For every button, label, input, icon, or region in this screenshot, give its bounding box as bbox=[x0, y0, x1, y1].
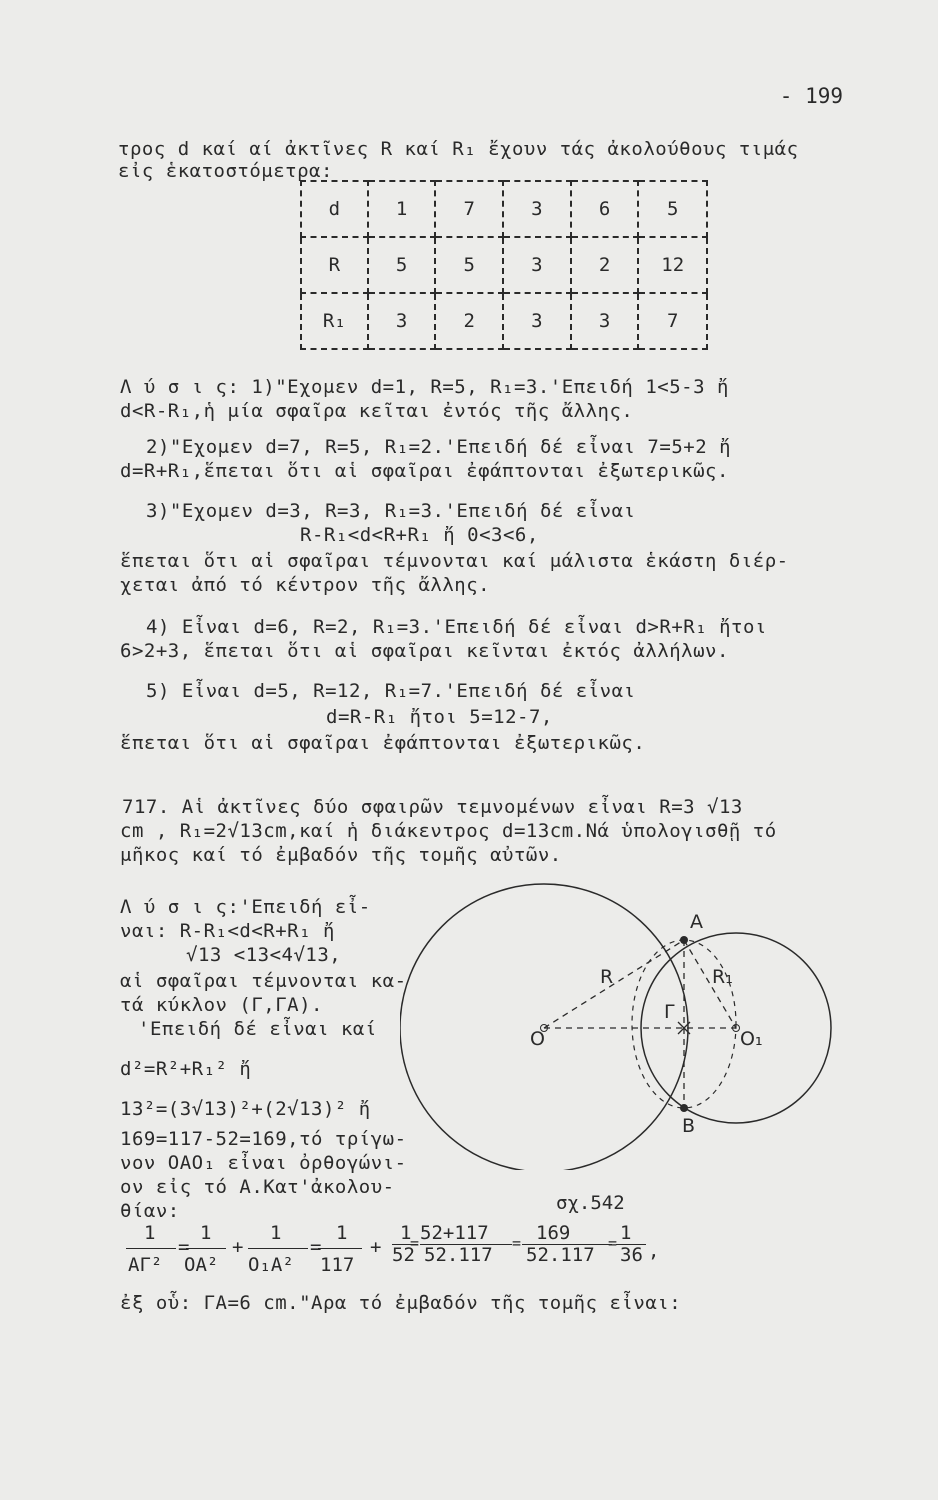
formula-denominator: 36 bbox=[620, 1244, 643, 1266]
fraction-bar bbox=[186, 1248, 226, 1249]
formula-numerator: 1 bbox=[144, 1222, 156, 1244]
formula-numerator: 1 bbox=[270, 1222, 282, 1244]
table-cell: d bbox=[301, 181, 368, 237]
solution-line: 3)"Εχομεν d=3, R=3, R₁=3.'Επειδή δέ εἶναι bbox=[146, 500, 636, 522]
table-cell: 5 bbox=[638, 181, 707, 237]
fraction-bar bbox=[126, 1248, 176, 1249]
solution-line: ἕπεται ὅτι αἱ σφαῖραι τέμνονται καί μάλιστα ἑκάστη διέρ- bbox=[120, 550, 789, 572]
formula-operator: = bbox=[608, 1234, 618, 1252]
formula-numerator: 1 bbox=[200, 1222, 212, 1244]
fraction-bar bbox=[318, 1248, 362, 1249]
label-R1: R₁ bbox=[712, 966, 733, 988]
table-row-d bbox=[301, 181, 707, 237]
formula-operator: = bbox=[310, 1236, 322, 1258]
table-row-R1 bbox=[301, 293, 707, 349]
table-cell: 3 bbox=[368, 293, 436, 349]
left-column-line: αἱ σφαῖραι τέμνονται κα- bbox=[120, 970, 407, 992]
point-A bbox=[680, 936, 688, 944]
intro-line-1: τρος d καί αί ἀκτῖνες R καί R₁ ἔχουν τάς ἀκολούθους τιμάς bbox=[118, 138, 799, 160]
solution-line: R-R₁<d<R+R₁ ἤ 0<3<6, bbox=[300, 524, 539, 546]
left-column-line: 'Επειδή δέ εἶναι καί bbox=[138, 1018, 377, 1040]
table-cell: R bbox=[301, 237, 368, 293]
figure-caption: σχ.542 bbox=[556, 1192, 625, 1214]
left-column-line: √13 <13<4√13, bbox=[186, 944, 342, 966]
formula-denominator: ΑΓ² bbox=[128, 1254, 163, 1276]
label-A: A bbox=[690, 911, 703, 933]
table-cell: 1 bbox=[368, 181, 436, 237]
intersecting-spheres-figure bbox=[400, 880, 840, 1170]
solution-line: ἕπεται ὅτι αἱ σφαῖραι ἐφάπτονται ἐξωτερικῶς. bbox=[120, 732, 646, 754]
table-cell: 7 bbox=[435, 181, 503, 237]
formula-numerator: 169 bbox=[536, 1222, 571, 1244]
solution-line: Λ ύ σ ι ς: 1)"Εχομεν d=1, R=5, R₁=3.'Επειδή 1<5-3 ἤ bbox=[120, 376, 729, 398]
table-cell: 2 bbox=[571, 237, 639, 293]
problem-line: cm , R₁=2√13cm,καί ἡ διάκεντρος d=13cm.Νά ὑπολογισθῇ τό bbox=[120, 820, 777, 842]
table-cell: R₁ bbox=[301, 293, 368, 349]
table-row-R bbox=[301, 237, 707, 293]
fraction-bar bbox=[248, 1248, 308, 1249]
label-B: B bbox=[682, 1115, 696, 1137]
formula-operator: = bbox=[178, 1236, 190, 1258]
large-circle bbox=[400, 884, 688, 1170]
problem-line: 717. Αἱ ἀκτῖνες δύο σφαιρῶν τεμνομένων εἶναι R=3 √13 bbox=[122, 796, 743, 818]
solution-line: 4) Εἶναι d=6, R=2, R₁=3.'Επειδή δέ εἶναι d>R+R₁ ἤτοι bbox=[146, 616, 767, 638]
solution-line: d<R-R₁,ἡ μία σφαῖρα κεῖται ἐντός τῆς ἄλλης. bbox=[120, 400, 634, 422]
formula-numerator: 1 bbox=[400, 1222, 412, 1244]
table-cell: 5 bbox=[368, 237, 436, 293]
final-line: ἐξ οὗ: ΓΑ=6 cm."Αρα τό ἐμβαδόν τῆς τομῆς εἶναι: bbox=[120, 1292, 682, 1314]
left-column-line: θίαν: bbox=[120, 1200, 180, 1222]
left-column-line: 169=117-52=169,τό τρίγω- bbox=[120, 1128, 407, 1150]
point-B bbox=[680, 1104, 688, 1112]
left-column-line: Λ ύ σ ι ς:'Επειδή εἶ- bbox=[120, 896, 371, 918]
left-column-line: ον εἰς τό Α.Κατ'ἀκολου- bbox=[120, 1176, 395, 1198]
formula-operator: = bbox=[512, 1234, 522, 1252]
table-cell: 3 bbox=[503, 181, 571, 237]
table-cell: 3 bbox=[503, 293, 571, 349]
page-number: - 199 bbox=[779, 84, 843, 108]
solution-line: 2)"Εχομεν d=7, R=5, R₁=2.'Επειδή δέ εἶναι 7=5+2 ἤ bbox=[146, 436, 732, 458]
formula-operator: , bbox=[648, 1240, 660, 1262]
radius-R bbox=[544, 940, 684, 1028]
formula-numerator: 52+117 bbox=[420, 1222, 489, 1244]
table-cell: 12 bbox=[638, 237, 707, 293]
formula-denominator: 117 bbox=[320, 1254, 355, 1276]
formula-operator: = bbox=[410, 1234, 420, 1252]
left-column-line: τά κύκλον (Γ,ΓΑ). bbox=[120, 994, 323, 1016]
problem-line: μῆκος καί τό ἐμβαδόν τῆς τομῆς αὐτῶν. bbox=[120, 844, 562, 866]
left-column-line: d²=R²+R₁² ἤ bbox=[120, 1058, 252, 1080]
formula-denominator: 52 bbox=[392, 1244, 415, 1266]
left-column-line: ναι: R-R₁<d<R+R₁ ἤ bbox=[120, 920, 335, 942]
formula-numerator: 1 bbox=[620, 1222, 632, 1244]
solution-line: 6>2+3, ἕπεται ὅτι αἱ σφαῖραι κεῖνται ἐκτός ἀλλήλων. bbox=[120, 640, 729, 662]
solution-line: 5) Εἶναι d=5, R=12, R₁=7.'Επειδή δέ εἶναι bbox=[146, 680, 636, 702]
table-cell: 3 bbox=[571, 293, 639, 349]
formula-operator: + bbox=[370, 1236, 382, 1258]
formula-numerator: 1 bbox=[336, 1222, 348, 1244]
label-O1: O₁ bbox=[740, 1028, 763, 1050]
left-column-line: νον ΟΑΟ₁ εἶναι ὀρθογώνι- bbox=[120, 1152, 407, 1174]
table-cell: 2 bbox=[435, 293, 503, 349]
label-R: R bbox=[600, 966, 614, 988]
table-cell: 3 bbox=[503, 237, 571, 293]
formula-denominator: 52.117 bbox=[424, 1244, 493, 1266]
solution-line: d=R-R₁ ἤτοι 5=12-7, bbox=[326, 706, 553, 728]
formula-operator: + bbox=[232, 1236, 244, 1258]
figure-svg bbox=[400, 880, 840, 1170]
formula-denominator: 52.117 bbox=[526, 1244, 595, 1266]
table-cell: 5 bbox=[435, 237, 503, 293]
solution-line: χεται ἀπό τό κέντρον τῆς ἄλλης. bbox=[120, 574, 491, 596]
solution-line: d=R+R₁,ἕπεται ὅτι αἱ σφαῖραι ἐφάπτονται ἐξωτερικῶς. bbox=[120, 460, 729, 482]
values-table bbox=[300, 180, 708, 350]
left-column-line: 13²=(3√13)²+(2√13)² ἤ bbox=[120, 1098, 371, 1120]
intro-line-2: εἰς ἑκατοστόμετρα: bbox=[118, 160, 333, 182]
formula-denominator: Ο₁Α² bbox=[248, 1254, 294, 1276]
table-cell: 6 bbox=[571, 181, 639, 237]
label-O: O bbox=[530, 1028, 545, 1050]
table-cell: 7 bbox=[638, 293, 707, 349]
label-Gamma: Γ bbox=[664, 1001, 675, 1023]
formula-denominator: ΟΑ² bbox=[184, 1254, 219, 1276]
